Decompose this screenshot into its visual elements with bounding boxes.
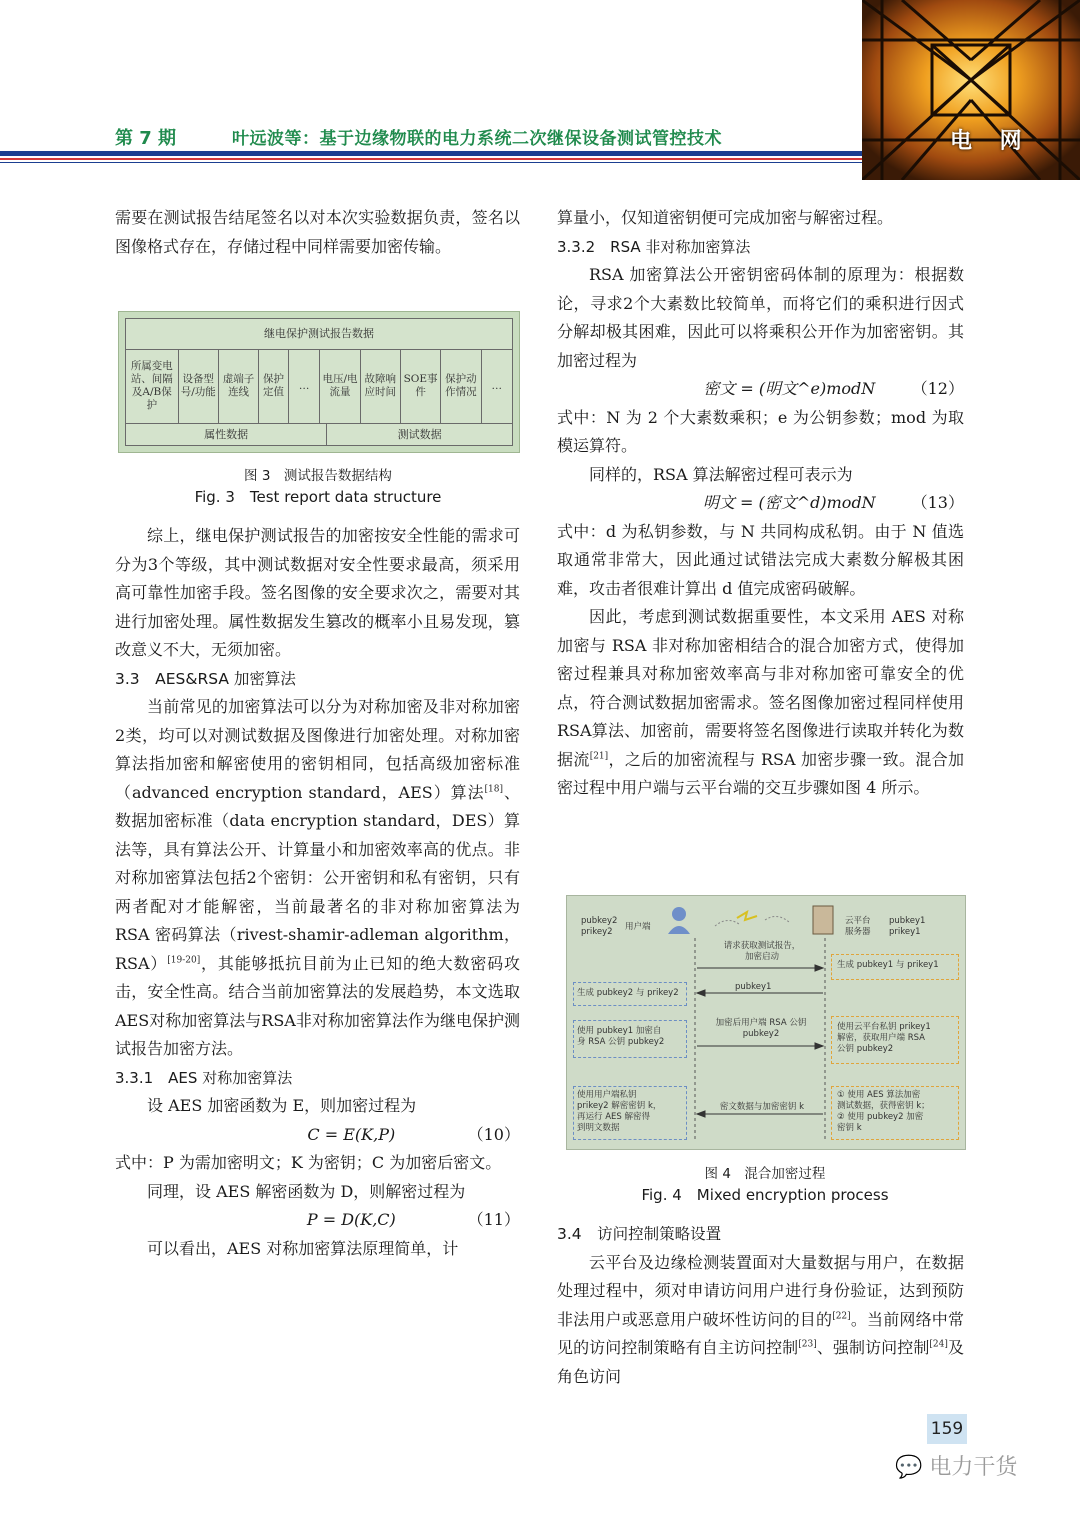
left-column: [115, 204, 520, 261]
wechat-icon: 💬: [895, 1455, 923, 1480]
attribute-data-label: 属性数据: [126, 423, 327, 445]
message-pubkey1: pubkey1: [735, 982, 772, 992]
equation-13: 明文 = (密文^d)modN （13）: [702, 493, 964, 512]
watermark: [895, 1450, 1017, 1481]
citation: [18]: [484, 784, 504, 795]
section-heading: 3.4 访问控制策略设置: [557, 1225, 722, 1243]
figure-4: [566, 895, 966, 1150]
table-cell: 电压/电流量: [320, 349, 360, 423]
header-rule-blue: [0, 151, 862, 156]
figure-3-caption-cn: 图 3 测试报告数据结构: [244, 468, 392, 484]
cloud-label: 云平台 服务器: [845, 916, 871, 937]
watermark-text: 电力干货: [929, 1455, 1018, 1480]
figure-4-caption-en: Fig. 4 Mixed encryption process: [641, 1186, 889, 1204]
equation-11: P = D(K,C) （11）: [306, 1210, 520, 1229]
right-column-body: [557, 1220, 964, 1391]
message-ciphertext: 密文数据与加密密钥 k: [719, 1102, 805, 1112]
table-cell: 保护动作情况: [441, 349, 481, 423]
equation-12: 密文 = (明文^e)modN （12）: [703, 379, 964, 398]
right-column: [557, 204, 964, 803]
page-number: 159: [927, 1414, 967, 1444]
citation: [24]: [929, 1339, 948, 1350]
table-cell: 故障响应时间: [361, 349, 401, 423]
left-column-body: [115, 522, 520, 1263]
paragraph: 当前常见的加密算法可以分为对称加密及非对称加密2类，均可以对测试数据及图像进行加密处理。对称加密算法指加密和解密使用的密钥相同，包括高级加密标准（advanced encryption standard，AES）算法[18]、数据加密标准（data encryption standard，DES）算法等，具有算法公开、计算量小和加密效率高的优点。非对称加密算法包括2个密钥：公开密钥和私有密钥，只有两者配对才能解密，当前最著名的非对称加密算法为 RSA 密码算法（rivest-shamir-adleman algorithm，RSA）[19-20]，其能够抵抗目前为止已知的绝大数密码攻击，安全性高。结合当前加密算法的发展趋势，本文选取AES对称加密算法与RSA非对称加密算法作为继电保护测试报告加密方法。: [115, 697, 520, 1058]
user-label: 用户端: [625, 922, 651, 932]
citation: [19-20]: [167, 955, 201, 966]
citation: [22]: [832, 1311, 851, 1322]
subsection-heading: 3.3.2 RSA 非对称加密算法: [557, 237, 751, 256]
step-request: 请求获取测试报告， 加密启动: [723, 941, 801, 962]
figure-3-table: [125, 318, 513, 446]
figure-3-caption-en: Fig. 3 Test report data structure: [194, 488, 442, 506]
figure-3-table-title: 继电保护测试报告数据: [126, 319, 512, 350]
citation: [23]: [798, 1339, 817, 1350]
cloud-step-decrypt: 使用云平台私钥 prikey1 解密，获取用户端 RSA 公钥 pubkey2: [837, 1022, 931, 1054]
test-data-label: 测试数据: [397, 428, 442, 441]
figure-3-cells: [126, 349, 512, 424]
cloud-step-generate: 生成 pubkey1 与 prikey1: [837, 960, 939, 970]
paragraph: 式中：P 为需加密明文；K 为密钥；C 为加密后密文。: [115, 1153, 502, 1172]
paragraph: 算量小，仅知道密钥便可完成加密与解密过程。: [557, 208, 894, 227]
table-cell: 虚端子连线: [219, 349, 259, 423]
paragraph: RSA 加密算法公开密钥密码体制的原理为：根据数论，寻求2个大素数比较简单，而将它们的乘积进行因式分解却极其困难，因此可以将乘积公开作为加密密钥。其加密过程为: [557, 265, 964, 370]
section-heading: 3.3 AES&RSA 加密算法: [115, 669, 296, 688]
paragraph: 综上，继电保护测试报告的加密按安全性能的需求可分为3个等级，其中测试数据对安全性要求最高，须采用高可靠性加密手段。签名图像的安全要求次之，需要对其进行加密处理。属性数据发生篡改的概率小且易发现，篡改意义不大，无须加密。: [115, 526, 520, 659]
paragraph: 式中：N 为 2 个大素数乘积；e 为公钥参数；mod 为取模运算符。: [557, 407, 964, 455]
subsection-heading: 3.3.1 AES 对称加密算法: [115, 1068, 293, 1087]
table-cell: 所属变电站、间隔及A/B保护: [126, 349, 179, 423]
paragraph: 可以看出，AES 对称加密算法原理简单，计: [147, 1238, 459, 1258]
paragraph: 需要在测试报告结尾签名以对本次实验数据负责，签名以图像格式存在，存储过程中同样需要加密传输。: [115, 208, 520, 256]
equation-10: C = E(K,P) （10）: [307, 1124, 520, 1144]
table-cell: 保护定值: [259, 349, 289, 423]
figure-3-footer: [126, 423, 512, 445]
user-step-decrypt: 使用用户端私钥 prikey2 解密密钥 k， 再运行 AES 解密得 到明文数据: [577, 1090, 662, 1133]
header-rule-red: [0, 158, 862, 160]
paragraph: 云平台及边缘检测装置面对大量数据与用户，在数据处理过程中，须对申请访问用户进行身份验证，达到预防非法用户或恶意用户破坏性访问的目的[22]。当前网络中常见的访问控制策略有自主访问控制[23]、强制访问控制[24]及角色访问: [557, 1252, 964, 1386]
paragraph: 同样的，RSA 算法解密过程可表示为: [589, 464, 853, 484]
cloud-step-aes: ① 使用 AES 算法加密 测试数据，获得密钥 k； ② 使用 pubkey2 加密 密钥 k: [837, 1090, 930, 1133]
table-cell: …: [491, 379, 502, 392]
running-title: 叶远波等：基于边缘物联的电力系统二次继保设备测试管控技术: [232, 129, 722, 149]
issue-number: 第 7 期: [115, 128, 177, 149]
table-cell: 设备型号/功能: [179, 349, 219, 423]
message-encrypted-pubkey2: 加密后用户端 RSA 公钥 pubkey2: [715, 1018, 807, 1039]
user-keys: pubkey2 prikey2: [581, 916, 618, 937]
figure-4-caption-cn: 图 4 混合加密过程: [704, 1166, 826, 1182]
journal-name: 电 网: [950, 129, 1032, 154]
paragraph: 因此，考虑到测试数据重要性，本文采用 AES 对称加密与 RSA 非对称加密相结合的混合加密方式，使得加密过程兼具对称加密效率高与非对称加密可靠安全的优点，符合测试数据加密需求。签名图像加密过程同样使用RSA算法、加密前，需要将签名图像进行读取并转化为数据流[21]，之后的加密流程与 RSA 加密步骤一致。混合加密过程中用户端与云平台端的交互步骤如图 4 所示。: [557, 607, 964, 797]
table-cell: SOE事件: [401, 349, 441, 423]
header-rule-thin: [0, 162, 862, 163]
figure-3: [118, 311, 520, 453]
paragraph: 同理，设 AES 解密函数为 D，则解密过程为: [147, 1181, 466, 1201]
table-cell: …: [289, 349, 320, 423]
paragraph: 式中：d 为私钥参数，与 N 共同构成私钥。由于 N 值选取通常非常大，因此通过试错法完成大素数分解极其困难，攻击者很难计算出 d 值完成密码破解。: [557, 521, 964, 598]
paragraph: 设 AES 加密函数为 E，则加密过程为: [147, 1096, 417, 1115]
user-step-generate: 生成 pubkey2 与 prikey2: [577, 988, 679, 998]
citation: [21]: [589, 751, 609, 762]
cloud-keys: pubkey1 prikey1: [889, 916, 926, 937]
user-step-encrypt: 使用 pubkey1 加密自 身 RSA 公钥 pubkey2: [577, 1026, 665, 1047]
